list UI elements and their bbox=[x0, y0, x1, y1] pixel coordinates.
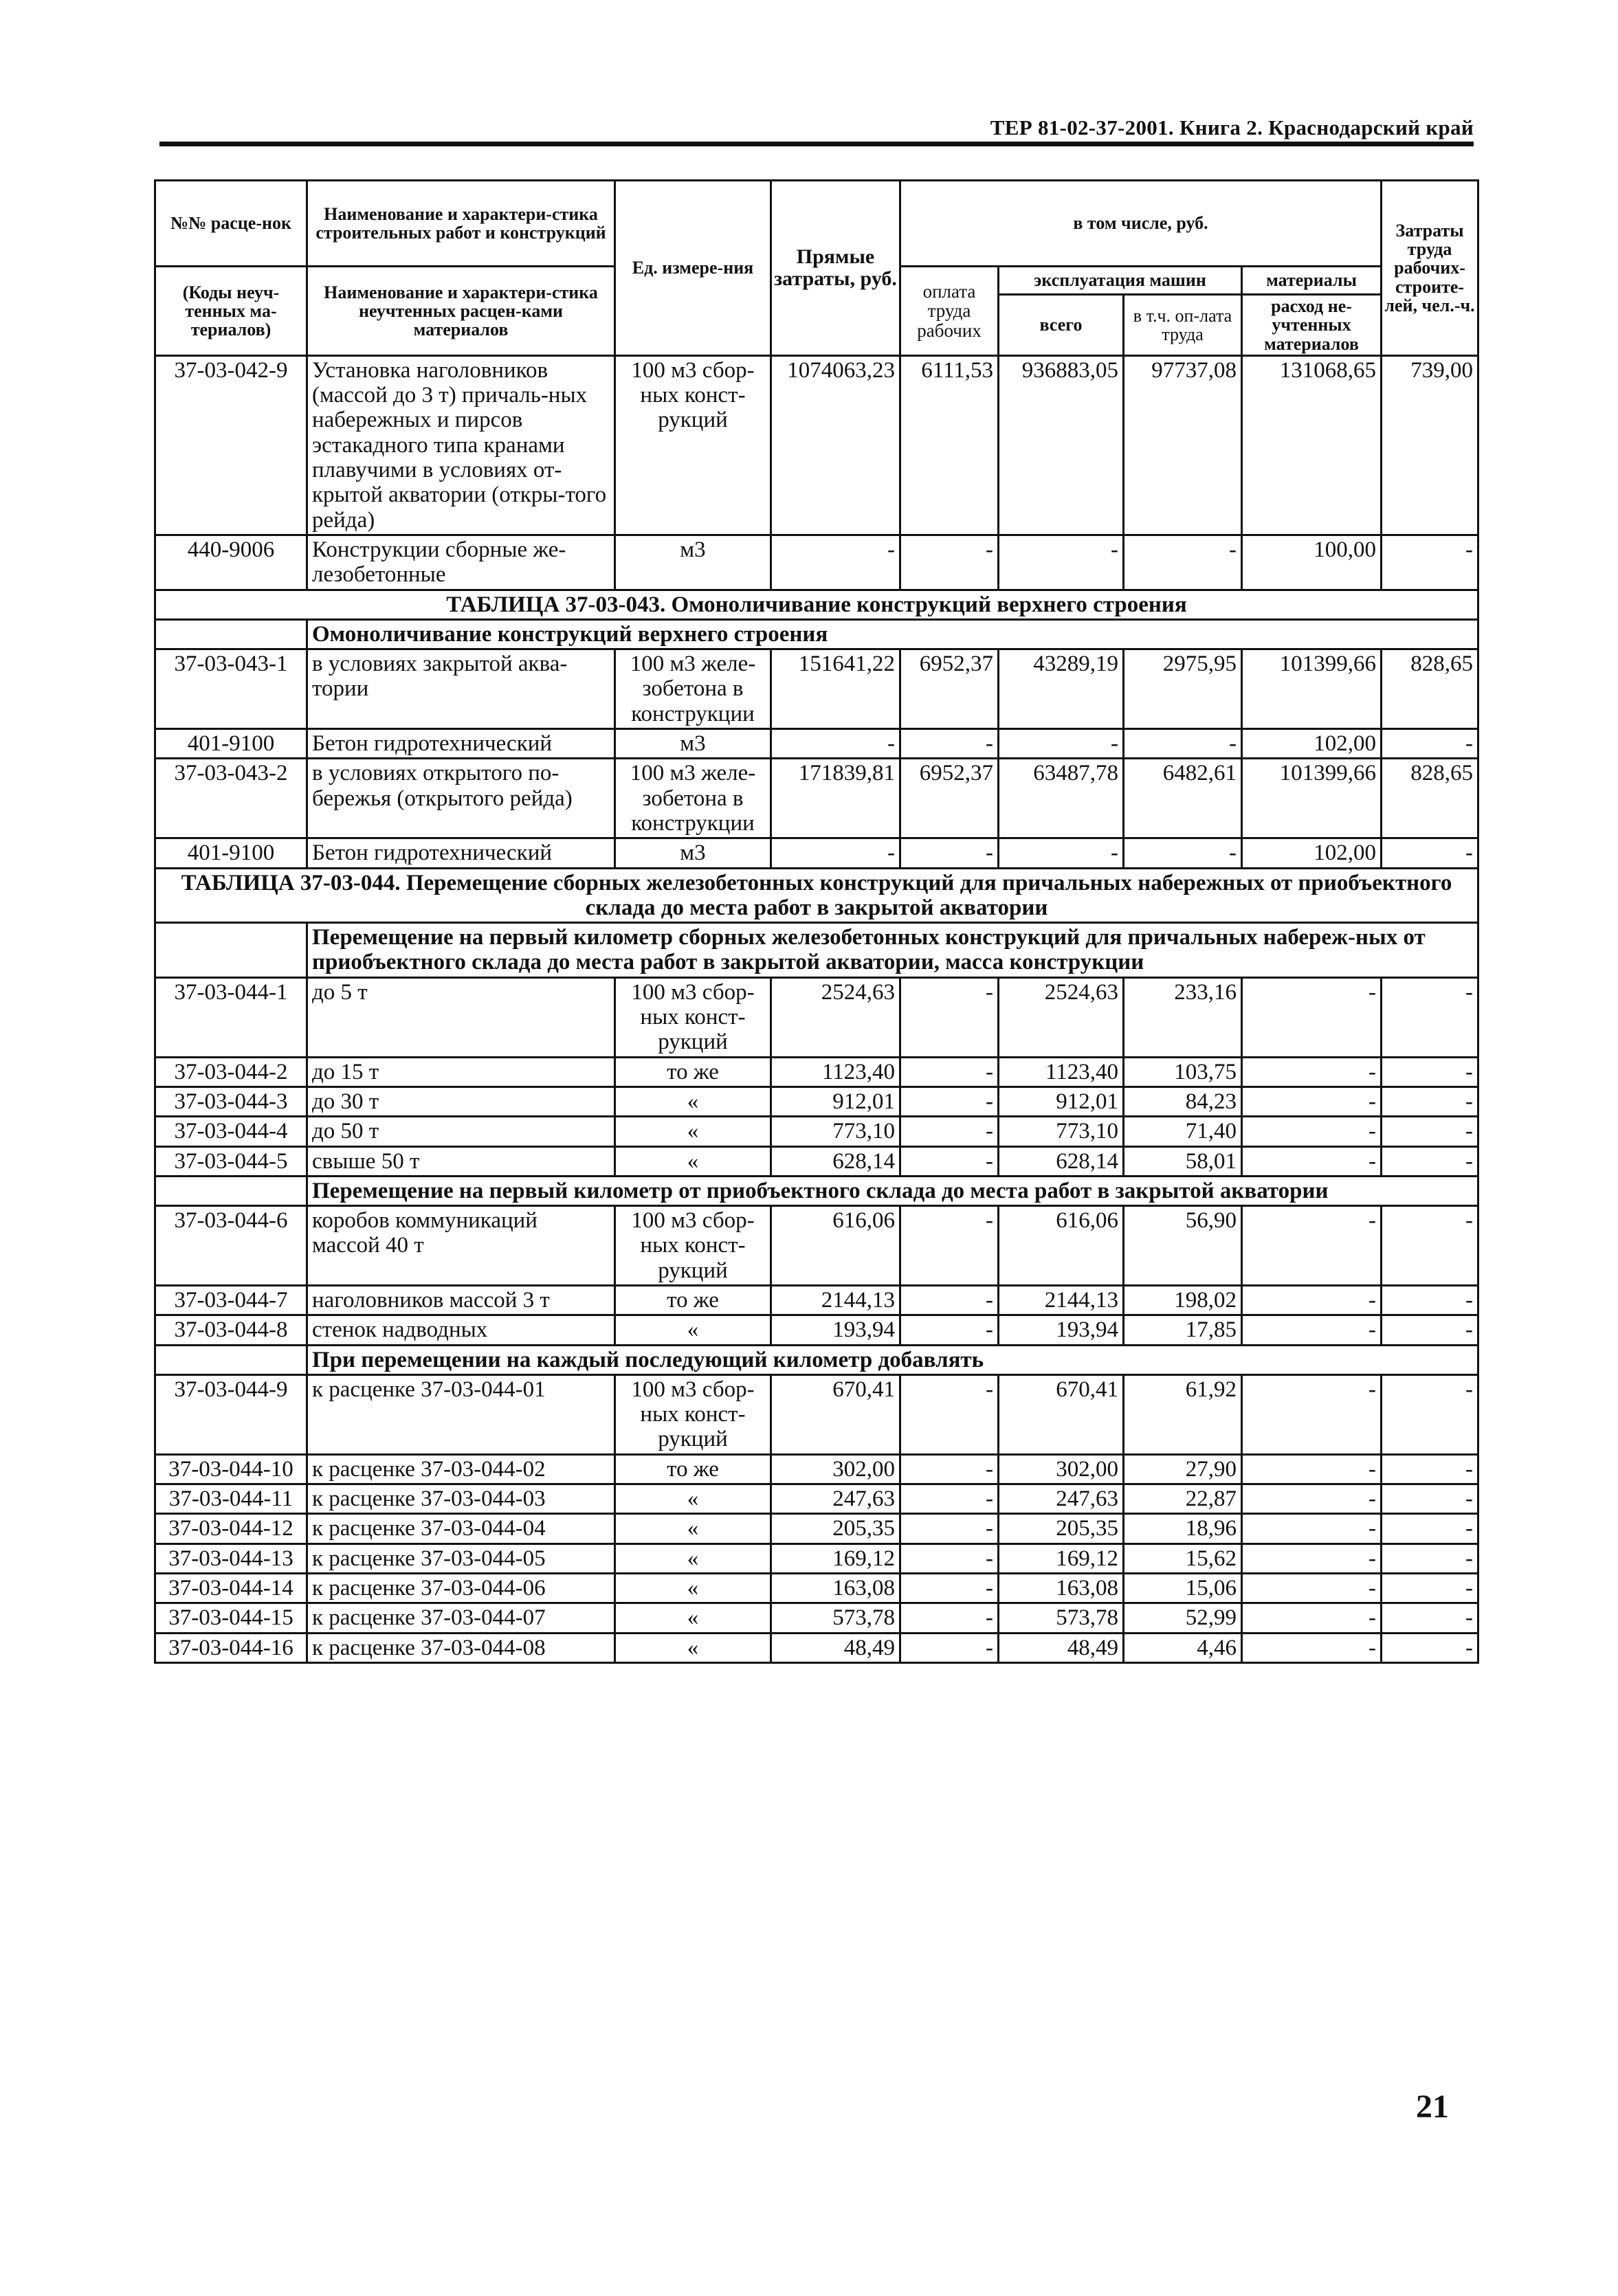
cell-mach: 205,35 bbox=[999, 1514, 1124, 1543]
cell-code: 37-03-044-11 bbox=[155, 1484, 307, 1514]
cell-direct: 773,10 bbox=[771, 1117, 900, 1146]
cell-mach: 193,94 bbox=[999, 1315, 1124, 1345]
cell-mach: 573,78 bbox=[999, 1603, 1124, 1633]
cell-code: 37-03-044-8 bbox=[155, 1315, 307, 1345]
cell-code: 37-03-044-2 bbox=[155, 1057, 307, 1086]
cell-mach: 936883,05 bbox=[999, 355, 1124, 535]
subsection-blank-cell bbox=[155, 1345, 307, 1374]
cell-mach-wage: - bbox=[1124, 729, 1242, 759]
cell-code: 37-03-044-4 bbox=[155, 1117, 307, 1146]
table-row bbox=[155, 1573, 1478, 1603]
table-row bbox=[155, 1633, 1478, 1662]
cell-wage: - bbox=[900, 977, 999, 1057]
col-materials-extra: расход не-учтенных материалов bbox=[1242, 295, 1382, 356]
cell-code: 37-03-044-16 bbox=[155, 1633, 307, 1662]
subsection-blank-cell bbox=[155, 619, 307, 649]
col-machines: эксплуатация машин bbox=[999, 267, 1242, 295]
cell-wage: - bbox=[900, 1484, 999, 1514]
cell-mach: 63487,78 bbox=[999, 759, 1124, 838]
table-row bbox=[155, 759, 1478, 838]
cell-name: к расценке 37-03-044-02 bbox=[307, 1454, 615, 1484]
cell-mach-wage: 103,75 bbox=[1124, 1057, 1242, 1086]
cell-unit: то же bbox=[615, 1285, 771, 1315]
cell-mat: - bbox=[1242, 1484, 1382, 1514]
cell-mach-wage: - bbox=[1124, 838, 1242, 868]
cell-labor: 828,65 bbox=[1382, 759, 1478, 838]
cell-direct: 151641,22 bbox=[771, 649, 900, 729]
cell-labor: - bbox=[1382, 838, 1478, 868]
cell-unit: 100 м3 желе-зобетона в конструкции bbox=[615, 759, 771, 838]
cell-unit: « bbox=[615, 1633, 771, 1662]
cell-labor: - bbox=[1382, 1374, 1478, 1454]
cell-unit: 100 м3 сбор-ных конст-рукций bbox=[615, 977, 771, 1057]
cell-unit: « bbox=[615, 1603, 771, 1633]
table-row bbox=[155, 1285, 1478, 1315]
cell-name: к расценке 37-03-044-07 bbox=[307, 1603, 615, 1633]
cell-mach-wage: 15,06 bbox=[1124, 1573, 1242, 1603]
cell-mach: 616,06 bbox=[999, 1206, 1124, 1286]
cell-labor: 739,00 bbox=[1382, 355, 1478, 535]
cell-mat: - bbox=[1242, 1633, 1382, 1662]
table-section-row bbox=[155, 868, 1478, 923]
cell-mach-wage: 84,23 bbox=[1124, 1086, 1242, 1116]
subsection-title: Перемещение на первый километр сборных железобетонных конструкций для причальных набереж-ных от приобъектного склада до места работ в закрытой акватории, масса конструкции bbox=[307, 923, 1478, 978]
cell-wage: 6111,53 bbox=[900, 355, 999, 535]
col-machines-total: всего bbox=[999, 295, 1124, 356]
cell-wage: - bbox=[900, 1146, 999, 1176]
cell-unit: 100 м3 сбор-ных конст-рукций bbox=[615, 355, 771, 535]
table-row bbox=[155, 1146, 1478, 1176]
cell-wage: - bbox=[900, 1285, 999, 1315]
cell-direct: 169,12 bbox=[771, 1543, 900, 1573]
cell-direct: - bbox=[771, 729, 900, 759]
cell-mach: 628,14 bbox=[999, 1146, 1124, 1176]
cell-mat: - bbox=[1242, 1454, 1382, 1484]
cell-code: 37-03-044-1 bbox=[155, 977, 307, 1057]
cell-mat: - bbox=[1242, 1117, 1382, 1146]
cell-mach-wage: 233,16 bbox=[1124, 977, 1242, 1057]
cell-mat: 101399,66 bbox=[1242, 649, 1382, 729]
cell-mat: - bbox=[1242, 1086, 1382, 1116]
header-rule bbox=[159, 142, 1474, 146]
table-row bbox=[155, 1603, 1478, 1633]
cell-direct: 616,06 bbox=[771, 1206, 900, 1286]
cell-mach: 302,00 bbox=[999, 1454, 1124, 1484]
cell-name: до 30 т bbox=[307, 1086, 615, 1116]
cell-direct: - bbox=[771, 535, 900, 590]
table-row bbox=[155, 1117, 1478, 1146]
cell-mach-wage: 52,99 bbox=[1124, 1603, 1242, 1633]
table-row bbox=[155, 1315, 1478, 1345]
cell-wage: 6952,37 bbox=[900, 759, 999, 838]
cell-labor: - bbox=[1382, 1117, 1478, 1146]
cell-direct: 171839,81 bbox=[771, 759, 900, 838]
cell-name: в условиях закрытой аква-тории bbox=[307, 649, 615, 729]
subsection-title: Омоноличивание конструкций верхнего строения bbox=[307, 619, 1478, 649]
subsection-blank-cell bbox=[155, 1176, 307, 1205]
cell-code: 37-03-044-12 bbox=[155, 1514, 307, 1543]
table-row bbox=[155, 729, 1478, 759]
cell-mach: - bbox=[999, 838, 1124, 868]
cell-mach-wage: 71,40 bbox=[1124, 1117, 1242, 1146]
cell-unit: то же bbox=[615, 1454, 771, 1484]
col-direct: Прямые затраты, руб. bbox=[771, 181, 900, 356]
cell-mach-wage: 6482,61 bbox=[1124, 759, 1242, 838]
col-materials: материалы bbox=[1242, 267, 1382, 295]
cell-mach-wage: 61,92 bbox=[1124, 1374, 1242, 1454]
col-including: в том числе, руб. bbox=[900, 181, 1382, 267]
cell-mach: 2144,13 bbox=[999, 1285, 1124, 1315]
section-title: ТАБЛИЦА 37-03-044. Перемещение сборных железобетонных конструкций для причальных набережных от приобъектного склада до места работ в закрытой акватории bbox=[155, 868, 1478, 923]
cell-mat: - bbox=[1242, 1374, 1382, 1454]
cell-unit: м3 bbox=[615, 838, 771, 868]
cell-labor: - bbox=[1382, 535, 1478, 590]
rates-table-body bbox=[155, 355, 1478, 1662]
cell-mach-wage: 97737,08 bbox=[1124, 355, 1242, 535]
cell-labor: - bbox=[1382, 1315, 1478, 1345]
cell-wage: - bbox=[900, 1573, 999, 1603]
col-unit: Ед. измере-ния bbox=[615, 181, 771, 356]
cell-wage: - bbox=[900, 1057, 999, 1086]
cell-unit: « bbox=[615, 1117, 771, 1146]
cell-direct: 670,41 bbox=[771, 1374, 900, 1454]
cell-name: стенок надводных bbox=[307, 1315, 615, 1345]
cell-mat: - bbox=[1242, 977, 1382, 1057]
cell-labor: - bbox=[1382, 1543, 1478, 1573]
cell-direct: 2524,63 bbox=[771, 977, 900, 1057]
cell-mat: 131068,65 bbox=[1242, 355, 1382, 535]
col-code-bottom: (Коды неуч-тенных ма-териалов) bbox=[155, 267, 307, 356]
cell-mach: 48,49 bbox=[999, 1633, 1124, 1662]
cell-unit: « bbox=[615, 1543, 771, 1573]
cell-wage: - bbox=[900, 535, 999, 590]
col-machines-wage: в т.ч. оп-лата труда bbox=[1124, 295, 1242, 356]
table-row bbox=[155, 1057, 1478, 1086]
cell-code: 37-03-044-10 bbox=[155, 1454, 307, 1484]
cell-mat: 102,00 bbox=[1242, 838, 1382, 868]
cell-wage: - bbox=[900, 1454, 999, 1484]
cell-direct: 193,94 bbox=[771, 1315, 900, 1345]
cell-direct: 247,63 bbox=[771, 1484, 900, 1514]
cell-direct: 163,08 bbox=[771, 1573, 900, 1603]
cell-labor: - bbox=[1382, 1086, 1478, 1116]
cell-unit: « bbox=[615, 1315, 771, 1345]
table-subsection-row bbox=[155, 1176, 1478, 1205]
cell-mach: - bbox=[999, 535, 1124, 590]
cell-mach: 169,12 bbox=[999, 1543, 1124, 1573]
cell-direct: 912,01 bbox=[771, 1086, 900, 1116]
cell-labor: - bbox=[1382, 1454, 1478, 1484]
cell-wage: - bbox=[900, 1603, 999, 1633]
cell-mach-wage: 4,46 bbox=[1124, 1633, 1242, 1662]
cell-mach-wage: 27,90 bbox=[1124, 1454, 1242, 1484]
cell-mach-wage: 17,85 bbox=[1124, 1315, 1242, 1345]
cell-name: Бетон гидротехнический bbox=[307, 729, 615, 759]
cell-unit: то же bbox=[615, 1057, 771, 1086]
cell-code: 440-9006 bbox=[155, 535, 307, 590]
cell-labor: 828,65 bbox=[1382, 649, 1478, 729]
table-row bbox=[155, 535, 1478, 590]
cell-mat: - bbox=[1242, 1285, 1382, 1315]
cell-mach: 670,41 bbox=[999, 1374, 1124, 1454]
table-section-row bbox=[155, 590, 1478, 619]
table-row bbox=[155, 1206, 1478, 1286]
cell-mach-wage: 2975,95 bbox=[1124, 649, 1242, 729]
cell-unit: « bbox=[615, 1484, 771, 1514]
cell-direct: 628,14 bbox=[771, 1146, 900, 1176]
subsection-title: Перемещение на первый километр от приобъектного склада до места работ в закрытой акватории bbox=[307, 1176, 1478, 1205]
cell-mach: 1123,40 bbox=[999, 1057, 1124, 1086]
cell-name: в условиях открытого по-бережья (открытого рейда) bbox=[307, 759, 615, 838]
cell-code: 37-03-042-9 bbox=[155, 355, 307, 535]
cell-mach-wage: 198,02 bbox=[1124, 1285, 1242, 1315]
cell-mach-wage: 56,90 bbox=[1124, 1206, 1242, 1286]
cell-code: 37-03-044-13 bbox=[155, 1543, 307, 1573]
cell-mach-wage: 15,62 bbox=[1124, 1543, 1242, 1573]
cell-mat: - bbox=[1242, 1057, 1382, 1086]
cell-mat: 102,00 bbox=[1242, 729, 1382, 759]
cell-name: до 15 т bbox=[307, 1057, 615, 1086]
cell-unit: 100 м3 сбор-ных конст-рукций bbox=[615, 1374, 771, 1454]
cell-direct: - bbox=[771, 838, 900, 868]
cell-labor: - bbox=[1382, 1206, 1478, 1286]
cell-labor: - bbox=[1382, 1514, 1478, 1543]
table-row bbox=[155, 1484, 1478, 1514]
table-subsection-row bbox=[155, 923, 1478, 978]
cell-code: 37-03-044-7 bbox=[155, 1285, 307, 1315]
cell-mat: - bbox=[1242, 1573, 1382, 1603]
cell-name: к расценке 37-03-044-06 bbox=[307, 1573, 615, 1603]
cell-unit: 100 м3 желе-зобетона в конструкции bbox=[615, 649, 771, 729]
cell-mach-wage: 18,96 bbox=[1124, 1514, 1242, 1543]
col-name-top: Наименование и характери-стика строительных работ и конструкций bbox=[307, 181, 615, 267]
subsection-title: При перемещении на каждый последующий километр добавлять bbox=[307, 1345, 1478, 1374]
cell-labor: - bbox=[1382, 729, 1478, 759]
cell-wage: - bbox=[900, 1543, 999, 1573]
cell-unit: 100 м3 сбор-ных конст-рукций bbox=[615, 1206, 771, 1286]
rates-table bbox=[154, 179, 1479, 1664]
cell-wage: - bbox=[900, 1315, 999, 1345]
cell-labor: - bbox=[1382, 1484, 1478, 1514]
cell-mat: 101399,66 bbox=[1242, 759, 1382, 838]
cell-mach: - bbox=[999, 729, 1124, 759]
cell-code: 37-03-044-3 bbox=[155, 1086, 307, 1116]
page-number: 21 bbox=[1416, 2088, 1449, 2125]
cell-unit: « bbox=[615, 1514, 771, 1543]
cell-mach: 163,08 bbox=[999, 1573, 1124, 1603]
cell-mat: - bbox=[1242, 1603, 1382, 1633]
cell-wage: - bbox=[900, 729, 999, 759]
cell-code: 37-03-044-6 bbox=[155, 1206, 307, 1286]
table-row bbox=[155, 649, 1478, 729]
cell-mach-wage: 22,87 bbox=[1124, 1484, 1242, 1514]
cell-name: Установка наголовников (массой до 3 т) причаль-ных набережных и пирсов эстакадного типа кранами плавучими в условиях от-крытой акватории (откры-того рейда) bbox=[307, 355, 615, 535]
table-row bbox=[155, 1454, 1478, 1484]
page-header: ТЕР 81-02-37-2001. Книга 2. Краснодарский край bbox=[990, 115, 1474, 140]
cell-mat: - bbox=[1242, 1315, 1382, 1345]
cell-labor: - bbox=[1382, 1057, 1478, 1086]
cell-wage: 6952,37 bbox=[900, 649, 999, 729]
cell-name: к расценке 37-03-044-03 bbox=[307, 1484, 615, 1514]
cell-mach-wage: 58,01 bbox=[1124, 1146, 1242, 1176]
table-row bbox=[155, 1514, 1478, 1543]
cell-code: 37-03-044-15 bbox=[155, 1603, 307, 1633]
cell-direct: 1074063,23 bbox=[771, 355, 900, 535]
cell-code: 37-03-044-5 bbox=[155, 1146, 307, 1176]
section-title: ТАБЛИЦА 37-03-043. Омоноличивание конструкций верхнего строения bbox=[155, 590, 1478, 619]
table-subsection-row bbox=[155, 619, 1478, 649]
subsection-blank-cell bbox=[155, 923, 307, 978]
cell-mat: - bbox=[1242, 1543, 1382, 1573]
cell-direct: 205,35 bbox=[771, 1514, 900, 1543]
cell-name: Бетон гидротехнический bbox=[307, 838, 615, 868]
cell-labor: - bbox=[1382, 1633, 1478, 1662]
cell-code: 37-03-044-14 bbox=[155, 1573, 307, 1603]
cell-mach-wage: - bbox=[1124, 535, 1242, 590]
table-row bbox=[155, 1374, 1478, 1454]
cell-name: к расценке 37-03-044-01 bbox=[307, 1374, 615, 1454]
cell-wage: - bbox=[900, 838, 999, 868]
cell-labor: - bbox=[1382, 977, 1478, 1057]
cell-wage: - bbox=[900, 1086, 999, 1116]
cell-wage: - bbox=[900, 1514, 999, 1543]
cell-wage: - bbox=[900, 1117, 999, 1146]
cell-mat: - bbox=[1242, 1206, 1382, 1286]
cell-mach: 43289,19 bbox=[999, 649, 1124, 729]
cell-name: коробов коммуникаций массой 40 т bbox=[307, 1206, 615, 1286]
cell-mat: - bbox=[1242, 1514, 1382, 1543]
cell-direct: 1123,40 bbox=[771, 1057, 900, 1086]
table-row bbox=[155, 977, 1478, 1057]
table-row bbox=[155, 355, 1478, 535]
cell-name: к расценке 37-03-044-04 bbox=[307, 1514, 615, 1543]
cell-wage: - bbox=[900, 1206, 999, 1286]
cell-name: наголовников массой 3 т bbox=[307, 1285, 615, 1315]
cell-name: к расценке 37-03-044-08 bbox=[307, 1633, 615, 1662]
cell-labor: - bbox=[1382, 1285, 1478, 1315]
cell-mat: 100,00 bbox=[1242, 535, 1382, 590]
col-wage: оплата труда рабочих bbox=[900, 267, 999, 356]
cell-name: свыше 50 т bbox=[307, 1146, 615, 1176]
table-row bbox=[155, 1543, 1478, 1573]
cell-mat: - bbox=[1242, 1146, 1382, 1176]
cell-mach: 247,63 bbox=[999, 1484, 1124, 1514]
cell-code: 37-03-044-9 bbox=[155, 1374, 307, 1454]
col-labor: Затраты труда рабочих-строите-лей, чел.-ч. bbox=[1382, 181, 1478, 356]
cell-direct: 2144,13 bbox=[771, 1285, 900, 1315]
cell-labor: - bbox=[1382, 1146, 1478, 1176]
cell-name: до 5 т bbox=[307, 977, 615, 1057]
cell-wage: - bbox=[900, 1633, 999, 1662]
cell-code: 37-03-043-2 bbox=[155, 759, 307, 838]
cell-unit: м3 bbox=[615, 729, 771, 759]
cell-wage: - bbox=[900, 1374, 999, 1454]
cell-direct: 573,78 bbox=[771, 1603, 900, 1633]
cell-name: Конструкции сборные же-лезобетонные bbox=[307, 535, 615, 590]
cell-code: 401-9100 bbox=[155, 838, 307, 868]
cell-labor: - bbox=[1382, 1573, 1478, 1603]
cell-unit: « bbox=[615, 1086, 771, 1116]
cell-code: 401-9100 bbox=[155, 729, 307, 759]
table-row bbox=[155, 1086, 1478, 1116]
cell-unit: « bbox=[615, 1146, 771, 1176]
cell-unit: « bbox=[615, 1573, 771, 1603]
cell-direct: 48,49 bbox=[771, 1633, 900, 1662]
col-code-top: №№ расце-нок bbox=[155, 181, 307, 267]
cell-mach: 773,10 bbox=[999, 1117, 1124, 1146]
table-row bbox=[155, 838, 1478, 868]
table-subsection-row bbox=[155, 1345, 1478, 1374]
cell-name: к расценке 37-03-044-05 bbox=[307, 1543, 615, 1573]
cell-mach: 912,01 bbox=[999, 1086, 1124, 1116]
cell-name: до 50 т bbox=[307, 1117, 615, 1146]
cell-direct: 302,00 bbox=[771, 1454, 900, 1484]
cell-code: 37-03-043-1 bbox=[155, 649, 307, 729]
col-name-bottom: Наименование и характери-стика неучтенных расцен-ками материалов bbox=[307, 267, 615, 356]
cell-unit: м3 bbox=[615, 535, 771, 590]
rates-table-container bbox=[154, 179, 1477, 1664]
cell-mach: 2524,63 bbox=[999, 977, 1124, 1057]
cell-labor: - bbox=[1382, 1603, 1478, 1633]
